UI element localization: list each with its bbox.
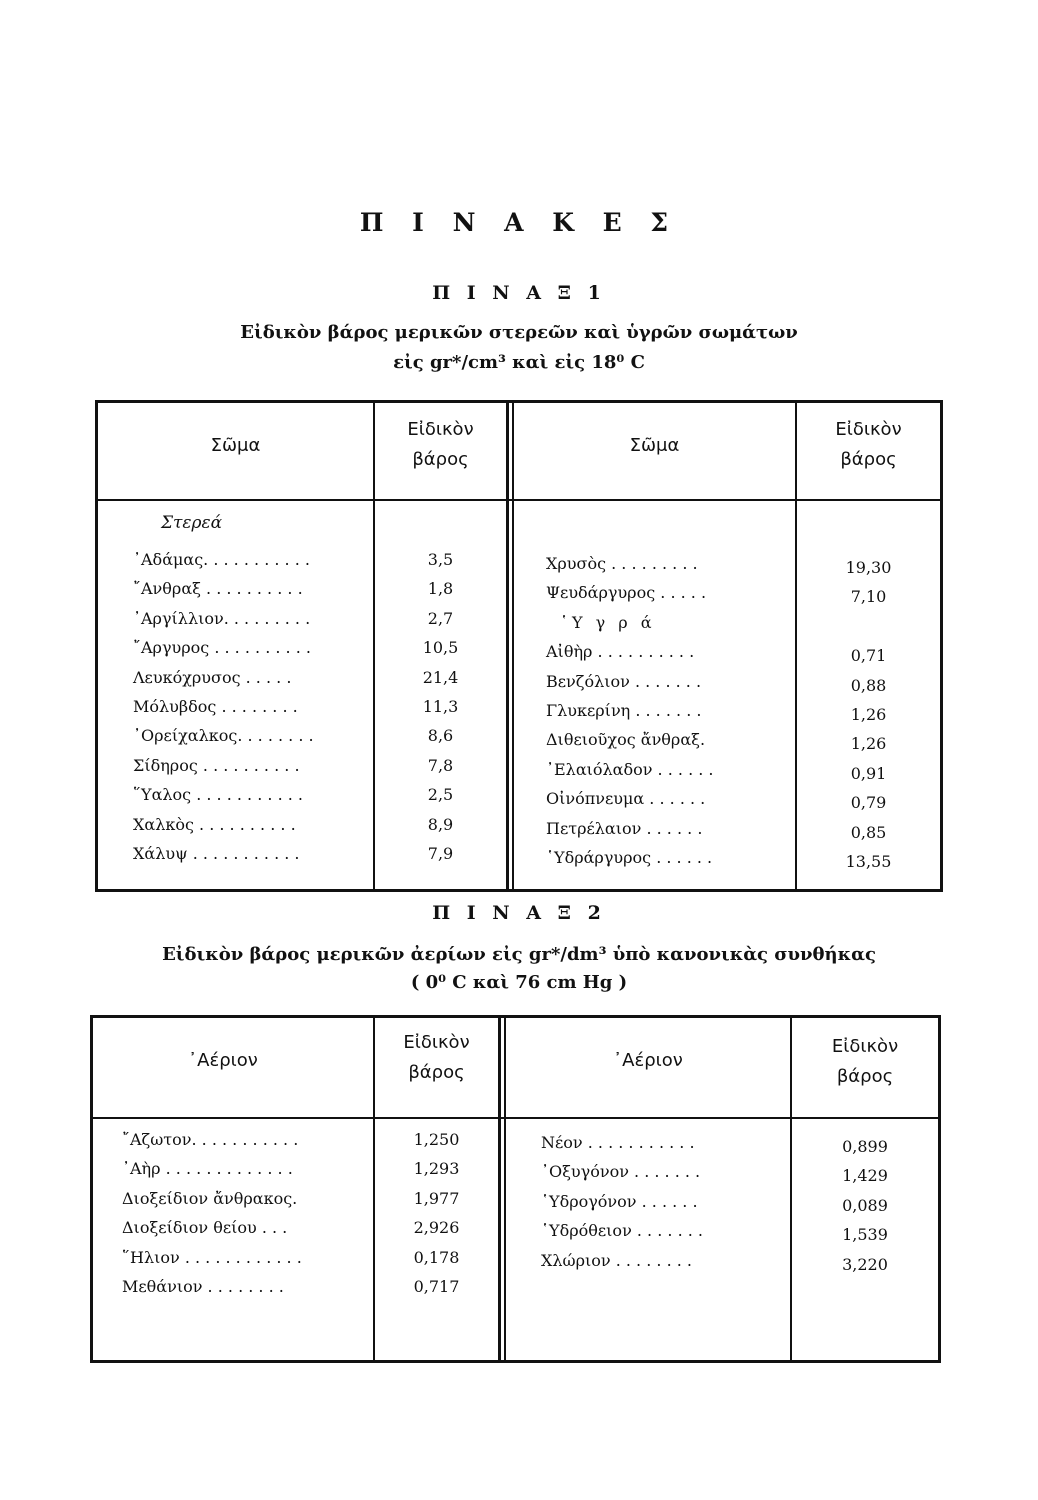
table2-header-gas-left: ᾿Αέριον (188, 1050, 258, 1071)
table-row-name: ᾿Αδάμας. . . . . . . . . . . (133, 550, 310, 569)
table-row-value: 3,5 (427, 550, 454, 569)
header-weight-line1: Εἰδικὸν (831, 1036, 899, 1057)
table-row-name: ῞Ηλιον . . . . . . . . . . . . (122, 1247, 302, 1267)
table-row-name: ᾿Ελαιόλαδον . . . . . . (546, 759, 714, 779)
table2-header-gas-right: ᾿Αέριον (613, 1050, 683, 1071)
table-row-name: Χαλκὸς . . . . . . . . . . (133, 814, 296, 834)
table-row-value-empty (797, 612, 940, 641)
table-row-value: 2,926 (413, 1218, 460, 1238)
table1-header-body-right: Σῶμα (629, 435, 680, 456)
table-row-name: ῾Υδρογόνον . . . . . . (541, 1191, 698, 1211)
table-row-name: Αἰθὴρ . . . . . . . . . . (546, 642, 695, 662)
table-row-value: 0,178 (413, 1247, 460, 1267)
table1-header-rule (98, 499, 940, 501)
table-row-value: 1,539 (842, 1225, 888, 1245)
table-row-name: Διθειοῦχος ἄνθραξ. (546, 730, 706, 750)
table-row-value: 0,71 (850, 646, 887, 666)
table1-left-names (133, 545, 373, 868)
table-row-value: 1,8 (427, 579, 454, 599)
table-row-value: 0,899 (842, 1137, 888, 1156)
table-row-value: 1,250 (413, 1130, 460, 1149)
table1-title: Π Ι Ν Α Ξ 1 (432, 282, 606, 304)
table-row-value: 21,4 (422, 667, 459, 687)
table1-header-weight-right (797, 415, 940, 475)
table2-right-names (541, 1128, 789, 1275)
header-weight-line1: Εἰδικὸν (403, 1032, 470, 1053)
table-row-value: 0,88 (850, 675, 887, 695)
header-weight-line2: βάρος (836, 1066, 894, 1087)
header-weight-line1: Εἰδικὸν (407, 419, 474, 440)
table-row-value: 8,9 (427, 814, 454, 834)
table1-caption-line2: εἰς gr*/cm³ καὶ εἰς 18⁰ C (393, 352, 645, 373)
table-row-name: ῎Αζωτον. . . . . . . . . . . (122, 1130, 299, 1149)
table-row-name: Οἰνόπνευμα . . . . . . (546, 789, 706, 809)
table-row-name: ῎Αργυρος . . . . . . . . . . (133, 638, 311, 658)
table2-right-values (792, 1132, 938, 1279)
table-row-name: Μόλυβδος . . . . . . . . (133, 697, 298, 717)
table1-left-values (375, 545, 506, 868)
table-row-value: 0,089 (842, 1195, 888, 1215)
table2 (90, 1015, 941, 1363)
liquids-section-label: ῾Υ γ ρ ά (560, 612, 656, 632)
table-row-name: ᾿Ορείχαλκος. . . . . . . . (133, 726, 314, 746)
table-row-value: 0,85 (850, 822, 887, 842)
table-row-name: Χάλυψ . . . . . . . . . . . (133, 844, 300, 864)
table1-vline-mid-2 (512, 403, 514, 889)
table-row-value: 2,5 (427, 785, 454, 805)
table1-right-names (546, 549, 794, 872)
table1-caption-line1: Εἰδικὸν βάρος μερικῶν στερεῶν καὶ ὑγρῶν σωμάτων (240, 322, 798, 343)
table-row-value: 8,6 (427, 726, 454, 746)
table-row-name: Σίδηρος . . . . . . . . . . (133, 755, 300, 775)
table-row-name: ῾Υδρόθειον . . . . . . . (541, 1221, 703, 1241)
table-row-name: Γλυκερίνη . . . . . . . (546, 701, 702, 721)
table-row-name: ῎Ανθραξ . . . . . . . . . . (133, 579, 303, 599)
table-row-value: 19,30 (845, 558, 892, 577)
table-row-value: 1,26 (850, 734, 887, 754)
table-row-value: 13,55 (845, 852, 892, 872)
header-weight-line2: βάρος (840, 449, 897, 470)
table-row-value: 1,26 (850, 705, 887, 725)
table-row-name: ῾Υδράργυρος . . . . . . (546, 848, 713, 868)
table2-caption-line2: ( 0⁰ C καὶ 76 cm Hg ) (410, 972, 628, 993)
table-row-value: 1,429 (842, 1166, 888, 1186)
table-row-value: 1,977 (413, 1188, 460, 1208)
table2-left-values (375, 1125, 498, 1301)
page-title: Π Ι Ν Α Κ Ε Σ (359, 208, 679, 237)
table-row-name: Λευκόχρυσος . . . . . (133, 667, 292, 687)
header-weight-line1: Εἰδικὸν (835, 419, 902, 440)
table-row-value: 0,91 (850, 763, 887, 783)
table-row-name: Χρυσὸς . . . . . . . . . (546, 554, 698, 573)
table-row-value: 7,9 (427, 844, 454, 864)
solids-section-label: Στερεά (161, 513, 223, 533)
table-row-name: Μεθάνιον . . . . . . . . (122, 1277, 284, 1297)
table-row-name: Χλώριον . . . . . . . . (541, 1250, 692, 1270)
table2-caption-line1: Εἰδικὸν βάρος μερικῶν ἀερίων εἰς gr*/dm³ ὑπὸ κανονικὰς συνθήκας (162, 944, 876, 965)
table-row-value: 7,8 (427, 755, 454, 775)
table2-title: Π Ι Ν Α Ξ 2 (432, 902, 606, 924)
table2-vline-mid-1 (498, 1018, 501, 1360)
table2-header-rule (93, 1117, 938, 1119)
header-weight-line2: βάρος (408, 1062, 465, 1083)
table-row-value: 7,10 (850, 587, 887, 607)
table1-header-weight-left (375, 415, 506, 475)
table-row-value: 0,717 (413, 1277, 460, 1297)
table2-header-weight-left (375, 1028, 498, 1088)
table-row-name: Νέον . . . . . . . . . . . (541, 1133, 695, 1152)
table2-left-names (122, 1125, 372, 1301)
table1-vline-mid-1 (506, 403, 509, 889)
table-row-value: 0,79 (850, 793, 887, 813)
table-row-name: Διοξείδιον θείου . . . (122, 1218, 288, 1238)
table-row-name: ᾿Οξυγόνον . . . . . . . (541, 1162, 701, 1182)
table-row-value: 3,220 (842, 1254, 888, 1274)
header-weight-line2: βάρος (412, 449, 469, 470)
table-row-name: ᾿Αργίλλιον. . . . . . . . . (133, 608, 311, 628)
table-row-name: ῞Υαλος . . . . . . . . . . . (133, 785, 303, 805)
table-row-value: 1,293 (413, 1159, 460, 1179)
table-row-name: Βενζόλιον . . . . . . . (546, 671, 702, 691)
table1-right-values (797, 553, 940, 876)
table-row-name: Πετρέλαιον . . . . . . (546, 818, 703, 838)
table-row-name: ᾿Αὴρ . . . . . . . . . . . . . (122, 1159, 293, 1179)
table1-header-body-left: Σῶμα (210, 435, 261, 456)
table-row-value: 2,7 (427, 608, 454, 628)
table2-header-weight-right (792, 1032, 938, 1092)
table1 (95, 400, 943, 892)
table-row-value: 10,5 (422, 638, 459, 658)
table-row-value: 11,3 (422, 697, 459, 717)
table-row-name: Ψευδάργυρος . . . . . (546, 583, 707, 603)
table-row-name: Διοξείδιον ἄνθρακος. (122, 1188, 298, 1208)
